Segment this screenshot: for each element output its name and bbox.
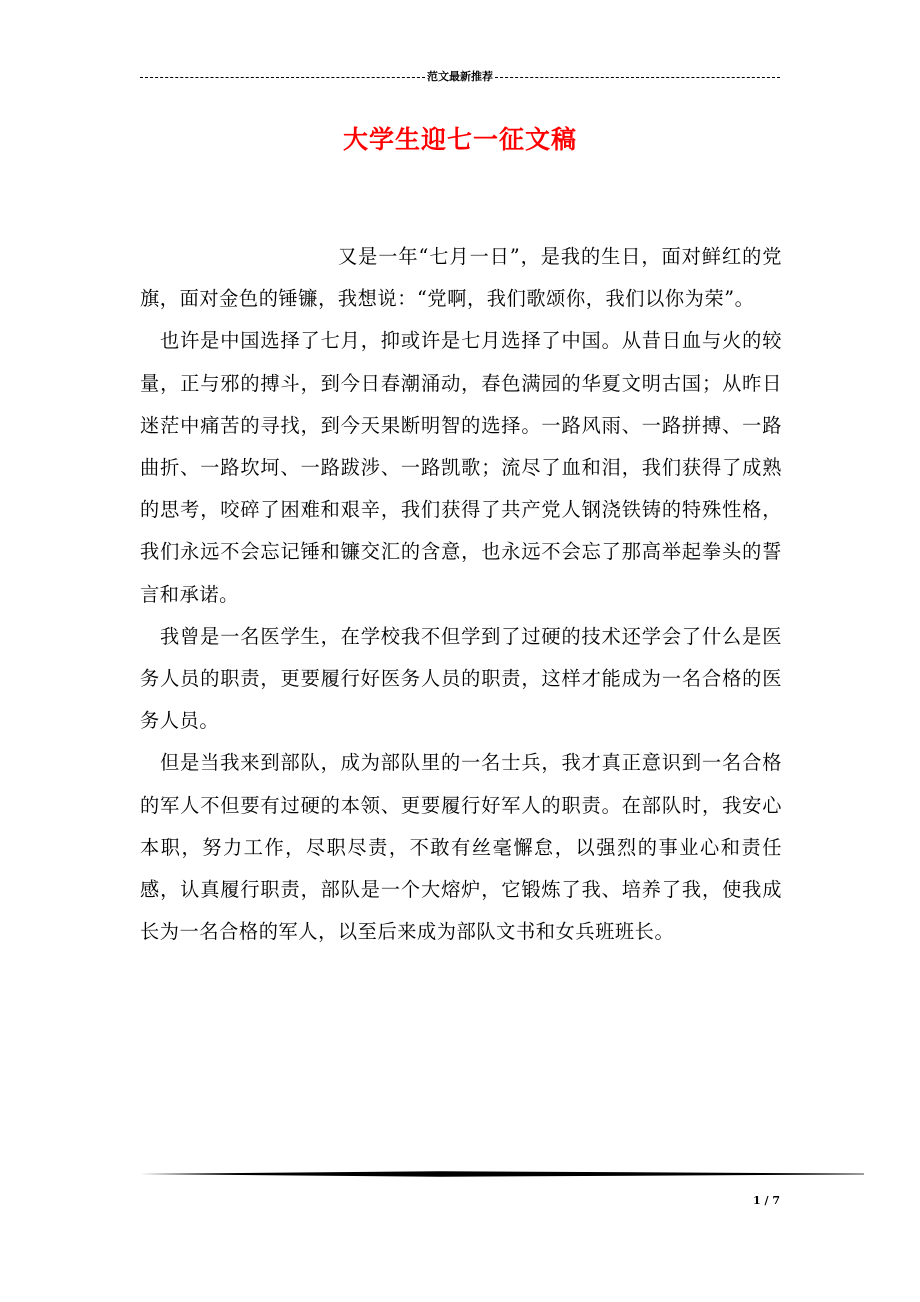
header-label: 范文最新推荐 [427, 70, 493, 83]
page-number: 1 / 7 [753, 1194, 780, 1207]
page-header [140, 67, 780, 85]
document-body [140, 236, 782, 953]
document-title: 大学生迎七一征文稿 [342, 125, 577, 154]
paragraph-3: 我曾是一名医学生，在学校我不但学到了过硬的技术还学会了什么是医务人员的职责，更要履行好医务人员的职责，这样才能成为一名合格的医务人员。 [140, 624, 782, 733]
paragraph-2: 也许是中国选择了七月，抑或许是七月选择了中国。从昔日血与火的较量，正与邪的搏斗，到今日春潮涌动，春色满园的华夏文明古国；从昨日迷茫中痛苦的寻找，到今天果断明智的选择。一路风雨、一路拼搏、一路曲折、一路坎坷、一路跋涉、一路凯歌；流尽了血和泪，我们获得了成熟的思考，咬碎了困难和艰辛，我们获得了共产党人钢浇铁铸的特殊性格，我们永远不会忘记锤和镰交汇的含意，也永远不会忘了那高举起拳头的誓言和承诺。 [140, 329, 782, 606]
paragraph-1: 又是一年“七月一日”，是我的生日，面对鲜红的党旗，面对金色的锤镰，我想说：“党啊，我们歌颂你，我们以你为荣”。 [140, 245, 782, 311]
header-right-dashes [495, 77, 780, 78]
header-left-dashes [140, 77, 425, 78]
footer-rule [140, 1170, 864, 1178]
paragraph-4: 但是当我来到部队，成为部队里的一名士兵，我才真正意识到一名合格的军人不但要有过硬的本领、更要履行好军人的职责。在部队时，我安心本职，努力工作，尽职尽责，不敢有丝毫懈怠，以强烈的事业心和责任感，认真履行职责，部队是一个大熔炉，它锻炼了我、培养了我，使我成长为一名合格的军人，以至后来成为部队文书和女兵班班长。 [140, 751, 782, 944]
